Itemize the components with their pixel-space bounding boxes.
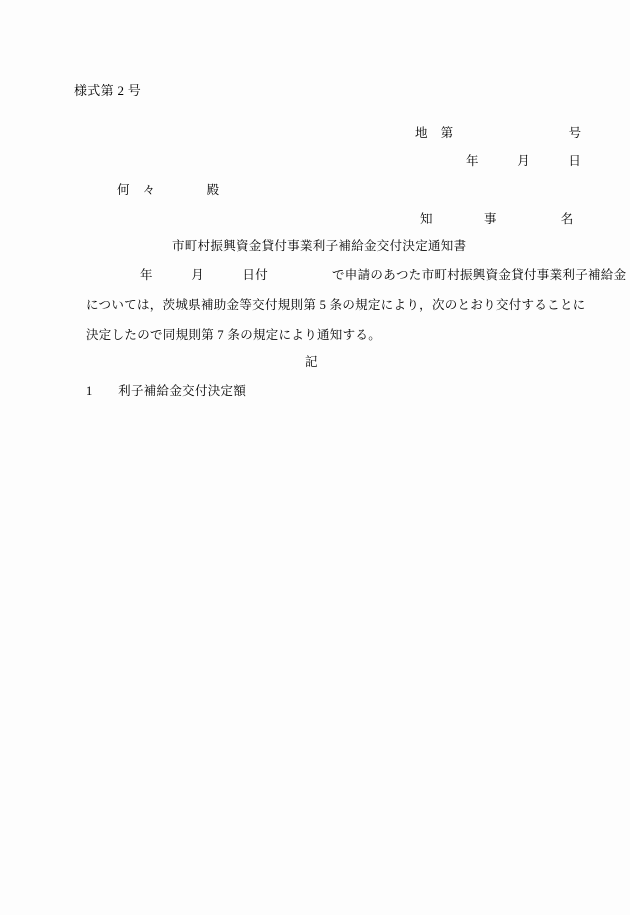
- document-title: 市町村振興資金貸付事業利子補給金交付決定通知書: [172, 239, 467, 253]
- body-paragraph-line-3: 決定したので同規則第 7 条の規定により通知する。: [86, 328, 382, 342]
- ki-mark: 記: [305, 355, 318, 369]
- form-number: 様式第 2 号: [74, 83, 142, 98]
- document-number-line: 地 第 号: [415, 126, 582, 140]
- issuer-line: 知 事 名: [420, 212, 574, 226]
- list-item-1: 1 利子補給金交付決定額: [86, 384, 247, 398]
- body-paragraph-line-1: 年 月 日付 で申請のあつた市町村振興資金貸付事業利子補給金: [140, 268, 627, 282]
- addressee-line: 何 々 殿: [117, 183, 220, 197]
- document-date-line: 年 月 日: [466, 154, 582, 168]
- body-paragraph-line-2: については，茨城県補助金等交付規則第 5 条の規定により，次のとおり交付することに: [86, 298, 586, 312]
